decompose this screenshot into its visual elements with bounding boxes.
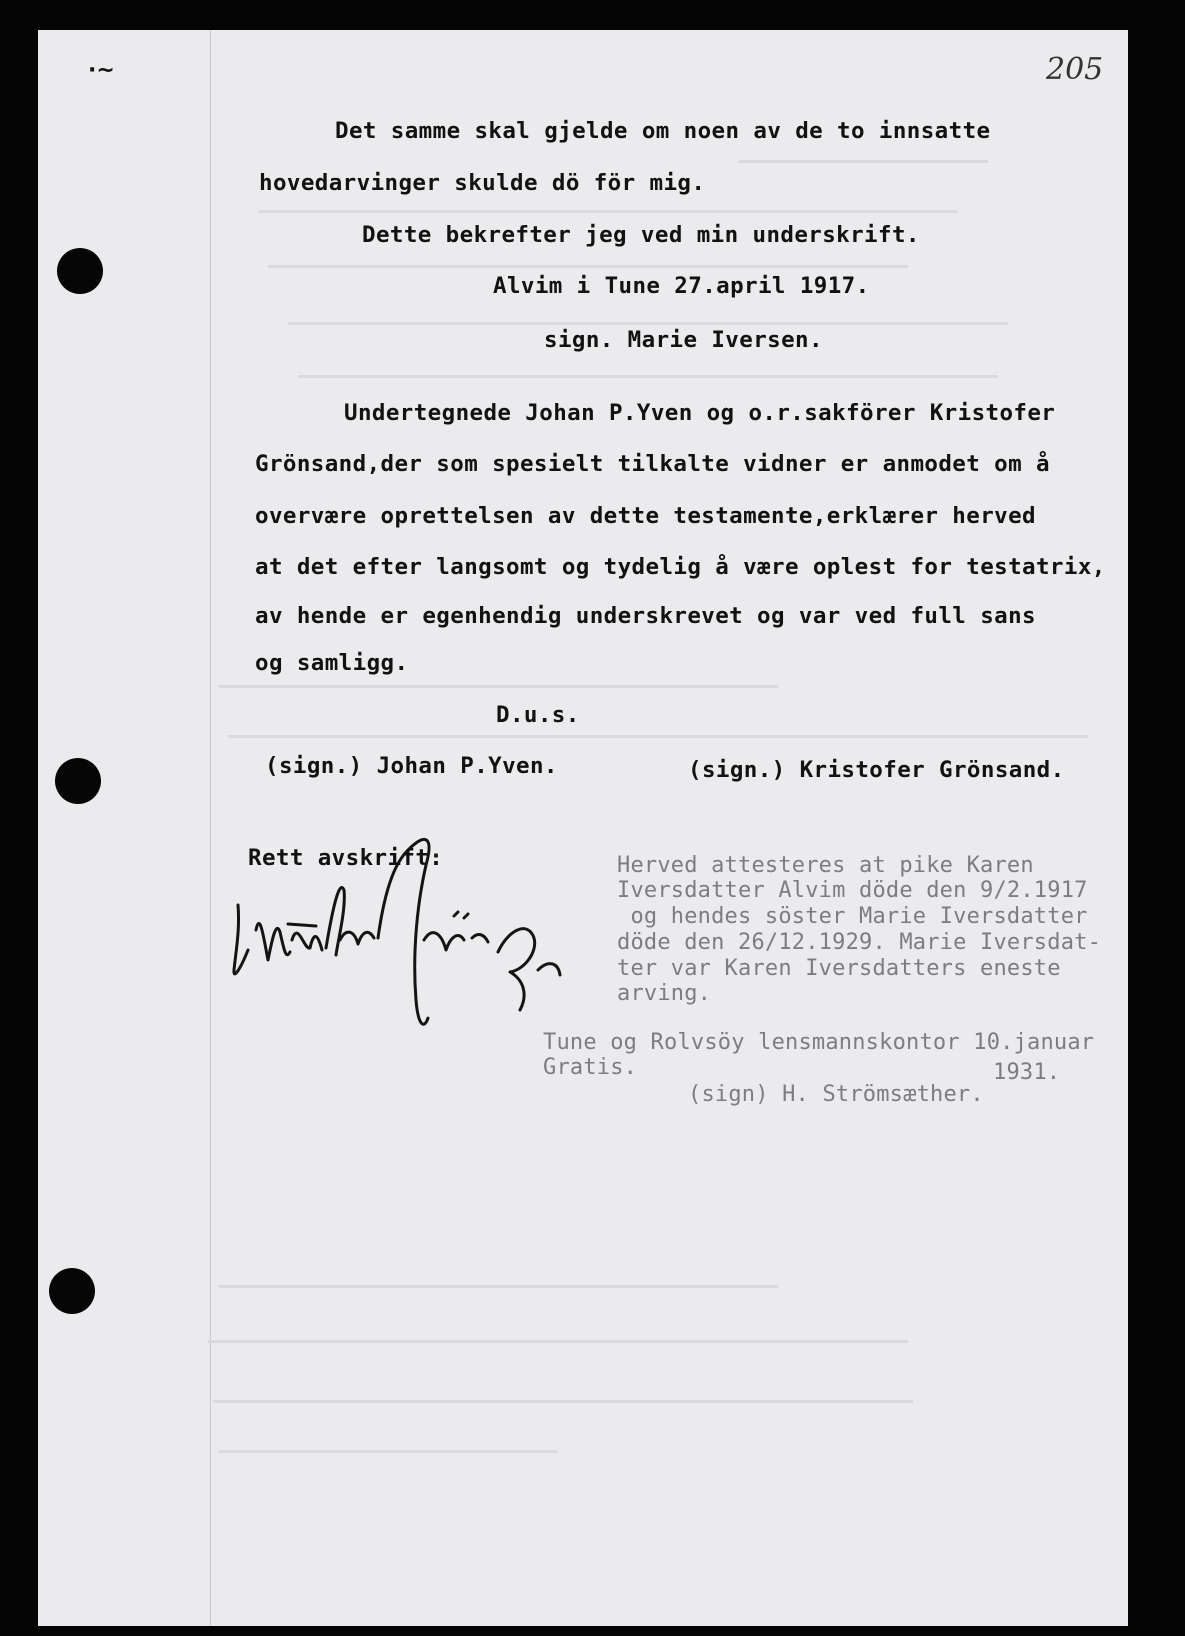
office-gratis: Gratis.	[543, 1055, 638, 1080]
body-line: Grönsand,der som spesielt tilkalte vidner er anmodet om å	[255, 451, 1050, 477]
bleed-through-line	[218, 1285, 778, 1288]
body-line: Dette bekrefter jeg ved min underskrift.	[362, 222, 920, 248]
bleed-through-line	[208, 1340, 908, 1343]
bleed-through-line	[298, 375, 998, 378]
office-line: Tune og Rolvsöy lensmannskontor 10.januar	[543, 1030, 1095, 1055]
punch-hole	[55, 758, 101, 804]
body-line: overvære oprettelsen av dette testamente,erklærer herved	[255, 503, 1036, 529]
office-year: 1931.	[993, 1060, 1061, 1085]
attestation-line: Herved attesteres at pike Karen	[617, 853, 1034, 878]
closing-abbreviation: D.u.s.	[496, 702, 580, 728]
attestation-line: og hendes söster Marie Iversdatter	[617, 904, 1088, 929]
attestation-line: döde den 26/12.1929. Marie Iversdat-	[617, 930, 1102, 955]
attestation-line: Iversdatter Alvim döde den 9/2.1917	[617, 878, 1088, 903]
attestation-line: ter var Karen Iversdatters eneste	[617, 956, 1061, 981]
body-line: og samligg.	[255, 650, 409, 676]
document-page	[38, 30, 1128, 1626]
signature-line: sign. Marie Iversen.	[544, 327, 823, 353]
handwritten-signature	[228, 820, 598, 1060]
body-line: av hende er egenhendig underskrevet og var ved full sans	[255, 603, 1036, 629]
punch-hole	[49, 1268, 95, 1314]
margin-line	[210, 30, 211, 1626]
bleed-through-line	[213, 1400, 913, 1403]
body-line: Det samme skal gjelde om noen av de to innsatte	[335, 118, 991, 144]
body-line: Alvim i Tune 27.april 1917.	[493, 273, 870, 299]
body-line: at det efter langsomt og tydelig å være oplest for testatrix,	[255, 554, 1106, 580]
bleed-through-line	[268, 265, 908, 268]
bleed-through-line	[218, 1450, 558, 1453]
bleed-through-line	[738, 160, 988, 163]
page-number: 205	[1046, 52, 1104, 87]
bleed-through-line	[258, 210, 958, 213]
attestation-line: arving.	[617, 981, 712, 1006]
body-line: hovedarvinger skulde dö för mig.	[259, 170, 706, 196]
office-signature: (sign) H. Strömsæther.	[688, 1082, 984, 1107]
body-line: Undertegnede Johan P.Yven og o.r.sakförer Kristofer	[344, 400, 1056, 426]
bleed-through-line	[288, 322, 1008, 325]
copy-certification-label: Rett avskrift:	[248, 845, 444, 871]
witness-signature-right: (sign.) Kristofer Grönsand.	[688, 757, 1065, 783]
bleed-through-line	[218, 685, 778, 688]
punch-hole	[57, 248, 103, 294]
corner-mark: ·~	[88, 58, 115, 83]
bleed-through-line	[228, 735, 1088, 738]
witness-signature-left: (sign.) Johan P.Yven.	[265, 753, 558, 779]
